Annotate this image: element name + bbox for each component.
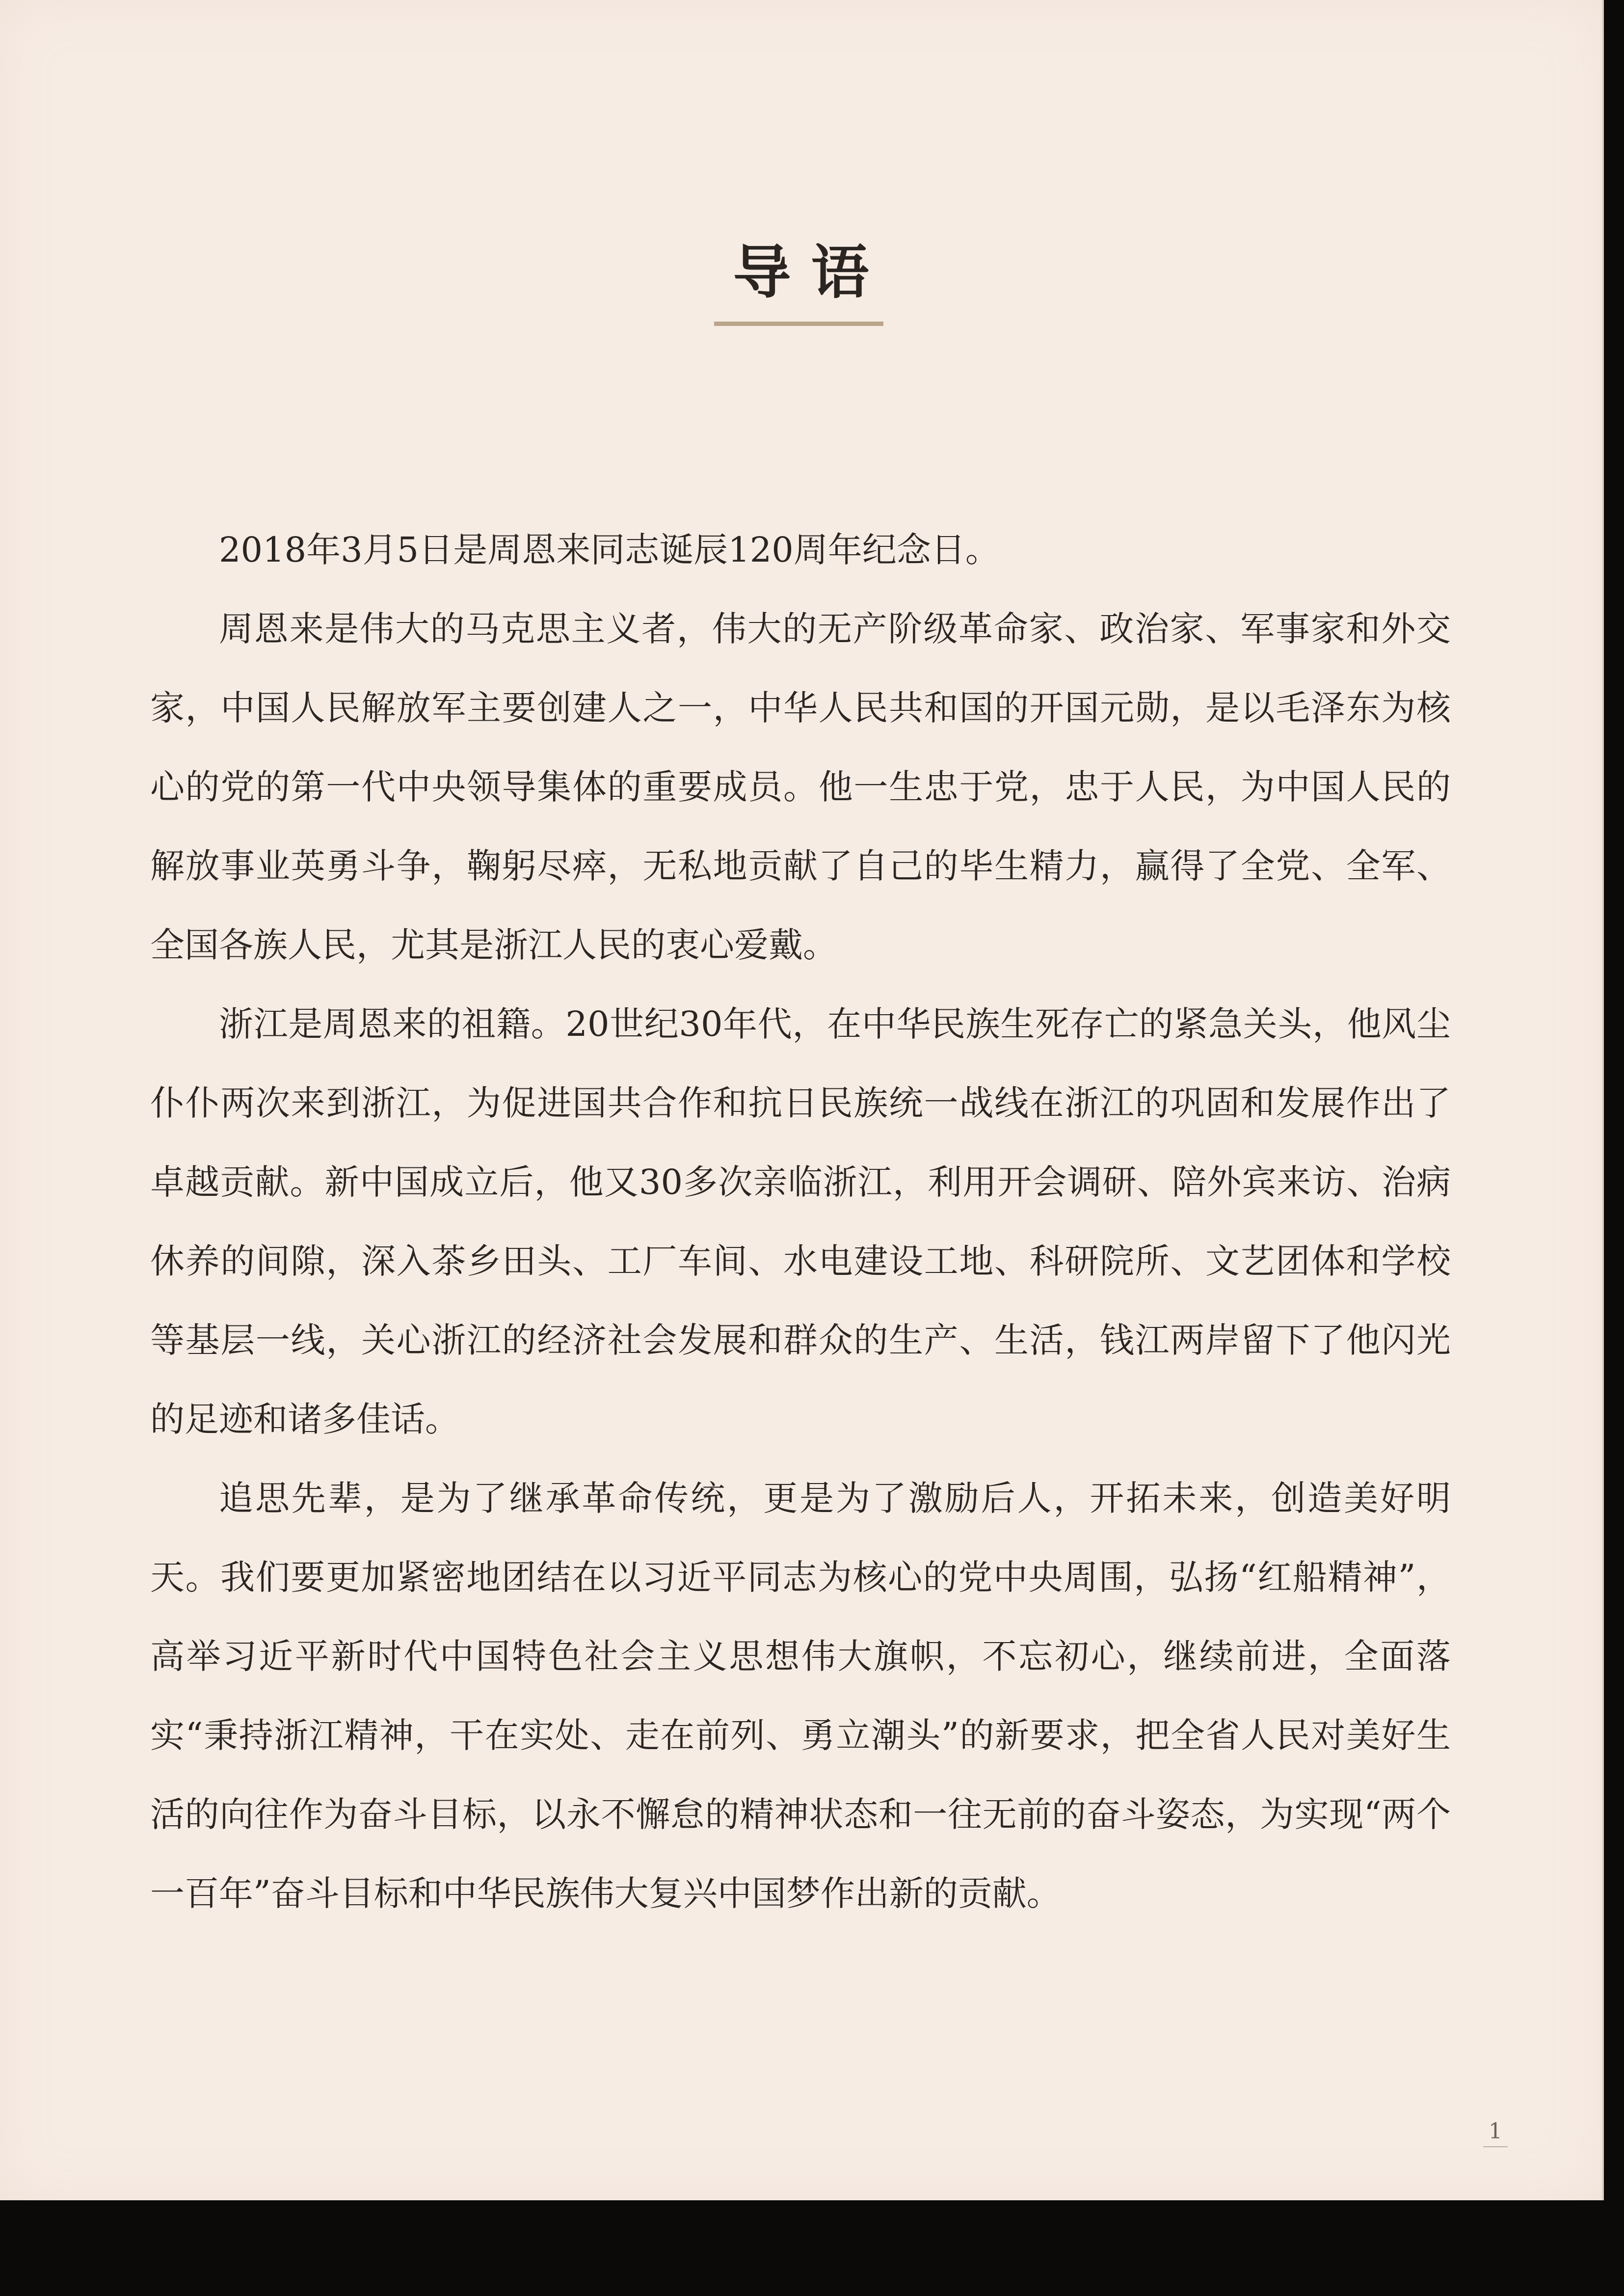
paragraph-1: 2018年3月5日是周恩来同志诞辰120周年纪念日。 (219, 530, 1000, 570)
body-text (150, 511, 1451, 1933)
paragraph-2: 周恩来是伟大的马克思主义者，伟大的无产阶级革命家、政治家、军事家和外交家，中国人民解放军主要创建人之一，中华人民共和国的开国元勋，是以毛泽东为核心的党的第一代中央领导集体的重要成员。他一生忠于党，忠于人民，为中国人民的解放事业英勇斗争，鞠躬尽瘁，无私地贡献了自己的毕生精力，赢得了全党、全军、全国各族人民，尤其是浙江人民的衷心爱戴。 (150, 609, 1451, 965)
scan-background (0, 2200, 1624, 2296)
page-number: 1 (1483, 2117, 1508, 2147)
page-title: 导 语 (733, 238, 869, 306)
paragraph-4: 追思先辈，是为了继承革命传统，更是为了激励后人，开拓未来，创造美好明天。我们要更加紧密地团结在以习近平同志为核心的党中央周围，弘扬“红船精神”，高举习近平新时代中国特色社会主义思想伟大旗帜，不忘初心，继续前进，全面落实“秉持浙江精神，干在实处、走在前列、勇立潮头”的新要求，把全省人民对美好生活的向往作为奋斗目标，以永不懈怠的精神状态和一往无前的奋斗姿态，为实现“两个一百年”奋斗目标和中华民族伟大复兴中国梦作出新的贡献。 (150, 1478, 1451, 1914)
paragraph-3: 浙江是周恩来的祖籍。20世纪30年代，在中华民族生死存亡的紧急关头，他风尘仆仆两次来到浙江，为促进国共合作和抗日民族统一战线在浙江的巩固和发展作出了卓越贡献。新中国成立后，他又30多次亲临浙江，利用开会调研、陪外宾来访、治病休养的间隙，深入茶乡田头、工厂车间、水电建设工地、科研院所、文艺团体和学校等基层一线，关心浙江的经济社会发展和群众的生产、生活，钱江两岸留下了他闪光的足迹和诸多佳话。 (150, 1004, 1451, 1439)
title-underline (714, 322, 883, 326)
